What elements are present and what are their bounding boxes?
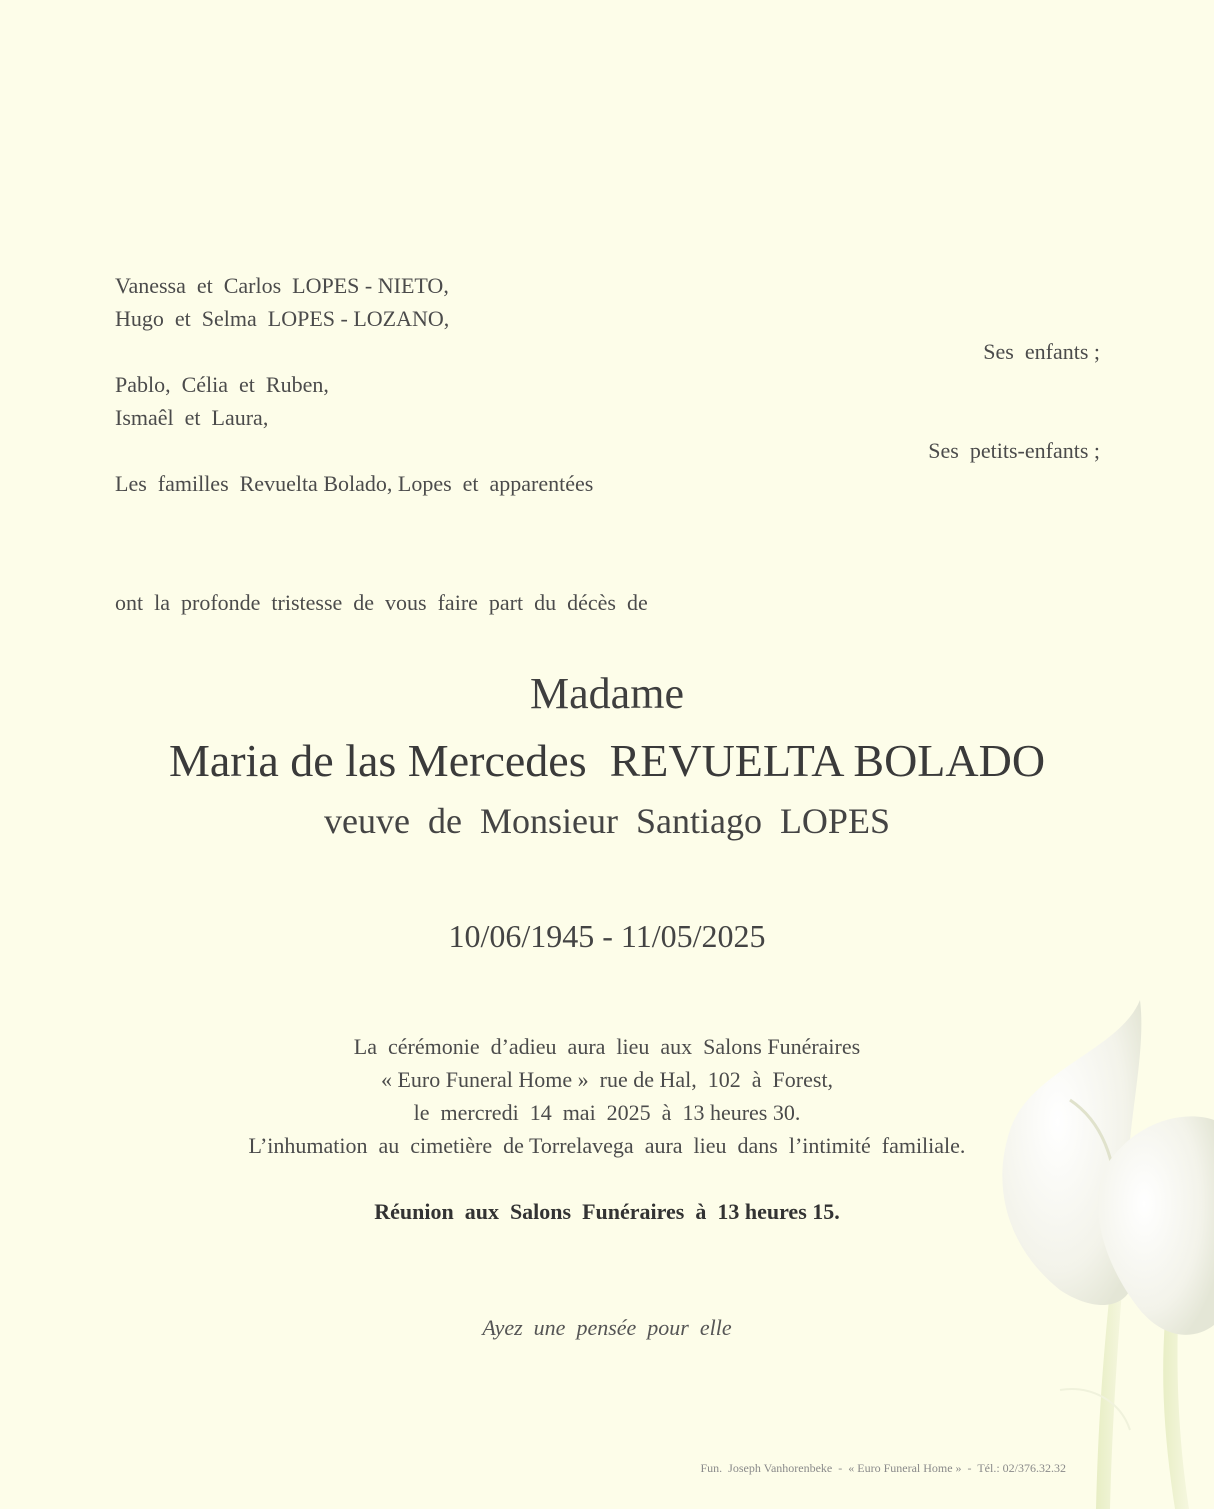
announcement-text: ont la profonde tristesse de vous faire part du décès de bbox=[115, 590, 648, 615]
widow-of-line: veuve de Monsieur Santiago LOPES bbox=[324, 801, 890, 841]
grandchildren-line-2: Ismaêl et Laura, bbox=[115, 405, 269, 430]
closing-line: Ayez une pensée pour elle bbox=[482, 1315, 732, 1340]
ceremony-line-3: le mercredi 14 mai 2025 à 13 heures 30. bbox=[413, 1100, 801, 1125]
funeral-home-footer: Fun. Joseph Vanhorenbeke - « Euro Funeral Home » - Tél.: 02/376.32.32 bbox=[700, 1461, 1066, 1475]
families-line: Les familles Revuelta Bolado, Lopes et apparentées bbox=[115, 471, 594, 496]
meeting-line: Réunion aux Salons Funéraires à 13 heures 15. bbox=[374, 1199, 840, 1224]
calla-lily-icon bbox=[970, 990, 1214, 1509]
deceased-title: Madame bbox=[530, 669, 684, 718]
life-dates: 10/06/1945 - 11/05/2025 bbox=[448, 918, 766, 954]
grandchildren-label: Ses petits-enfants ; bbox=[928, 438, 1100, 463]
burial-line: L’inhumation au cimetière de Torrelavega aura lieu dans l’intimité familiale. bbox=[248, 1133, 966, 1158]
children-label: Ses enfants ; bbox=[983, 339, 1100, 364]
deceased-name: Maria de las Mercedes REVUELTA BOLADO bbox=[168, 735, 1046, 786]
ceremony-line-1: La cérémonie d’adieu aura lieu aux Salons Funéraires bbox=[353, 1034, 861, 1059]
ceremony-line-2: « Euro Funeral Home » rue de Hal, 102 à Forest, bbox=[380, 1067, 834, 1092]
children-line-2: Hugo et Selma LOPES - LOZANO, bbox=[115, 306, 450, 331]
children-line-1: Vanessa et Carlos LOPES - NIETO, bbox=[115, 273, 449, 298]
grandchildren-line-1: Pablo, Célia et Ruben, bbox=[115, 372, 329, 397]
